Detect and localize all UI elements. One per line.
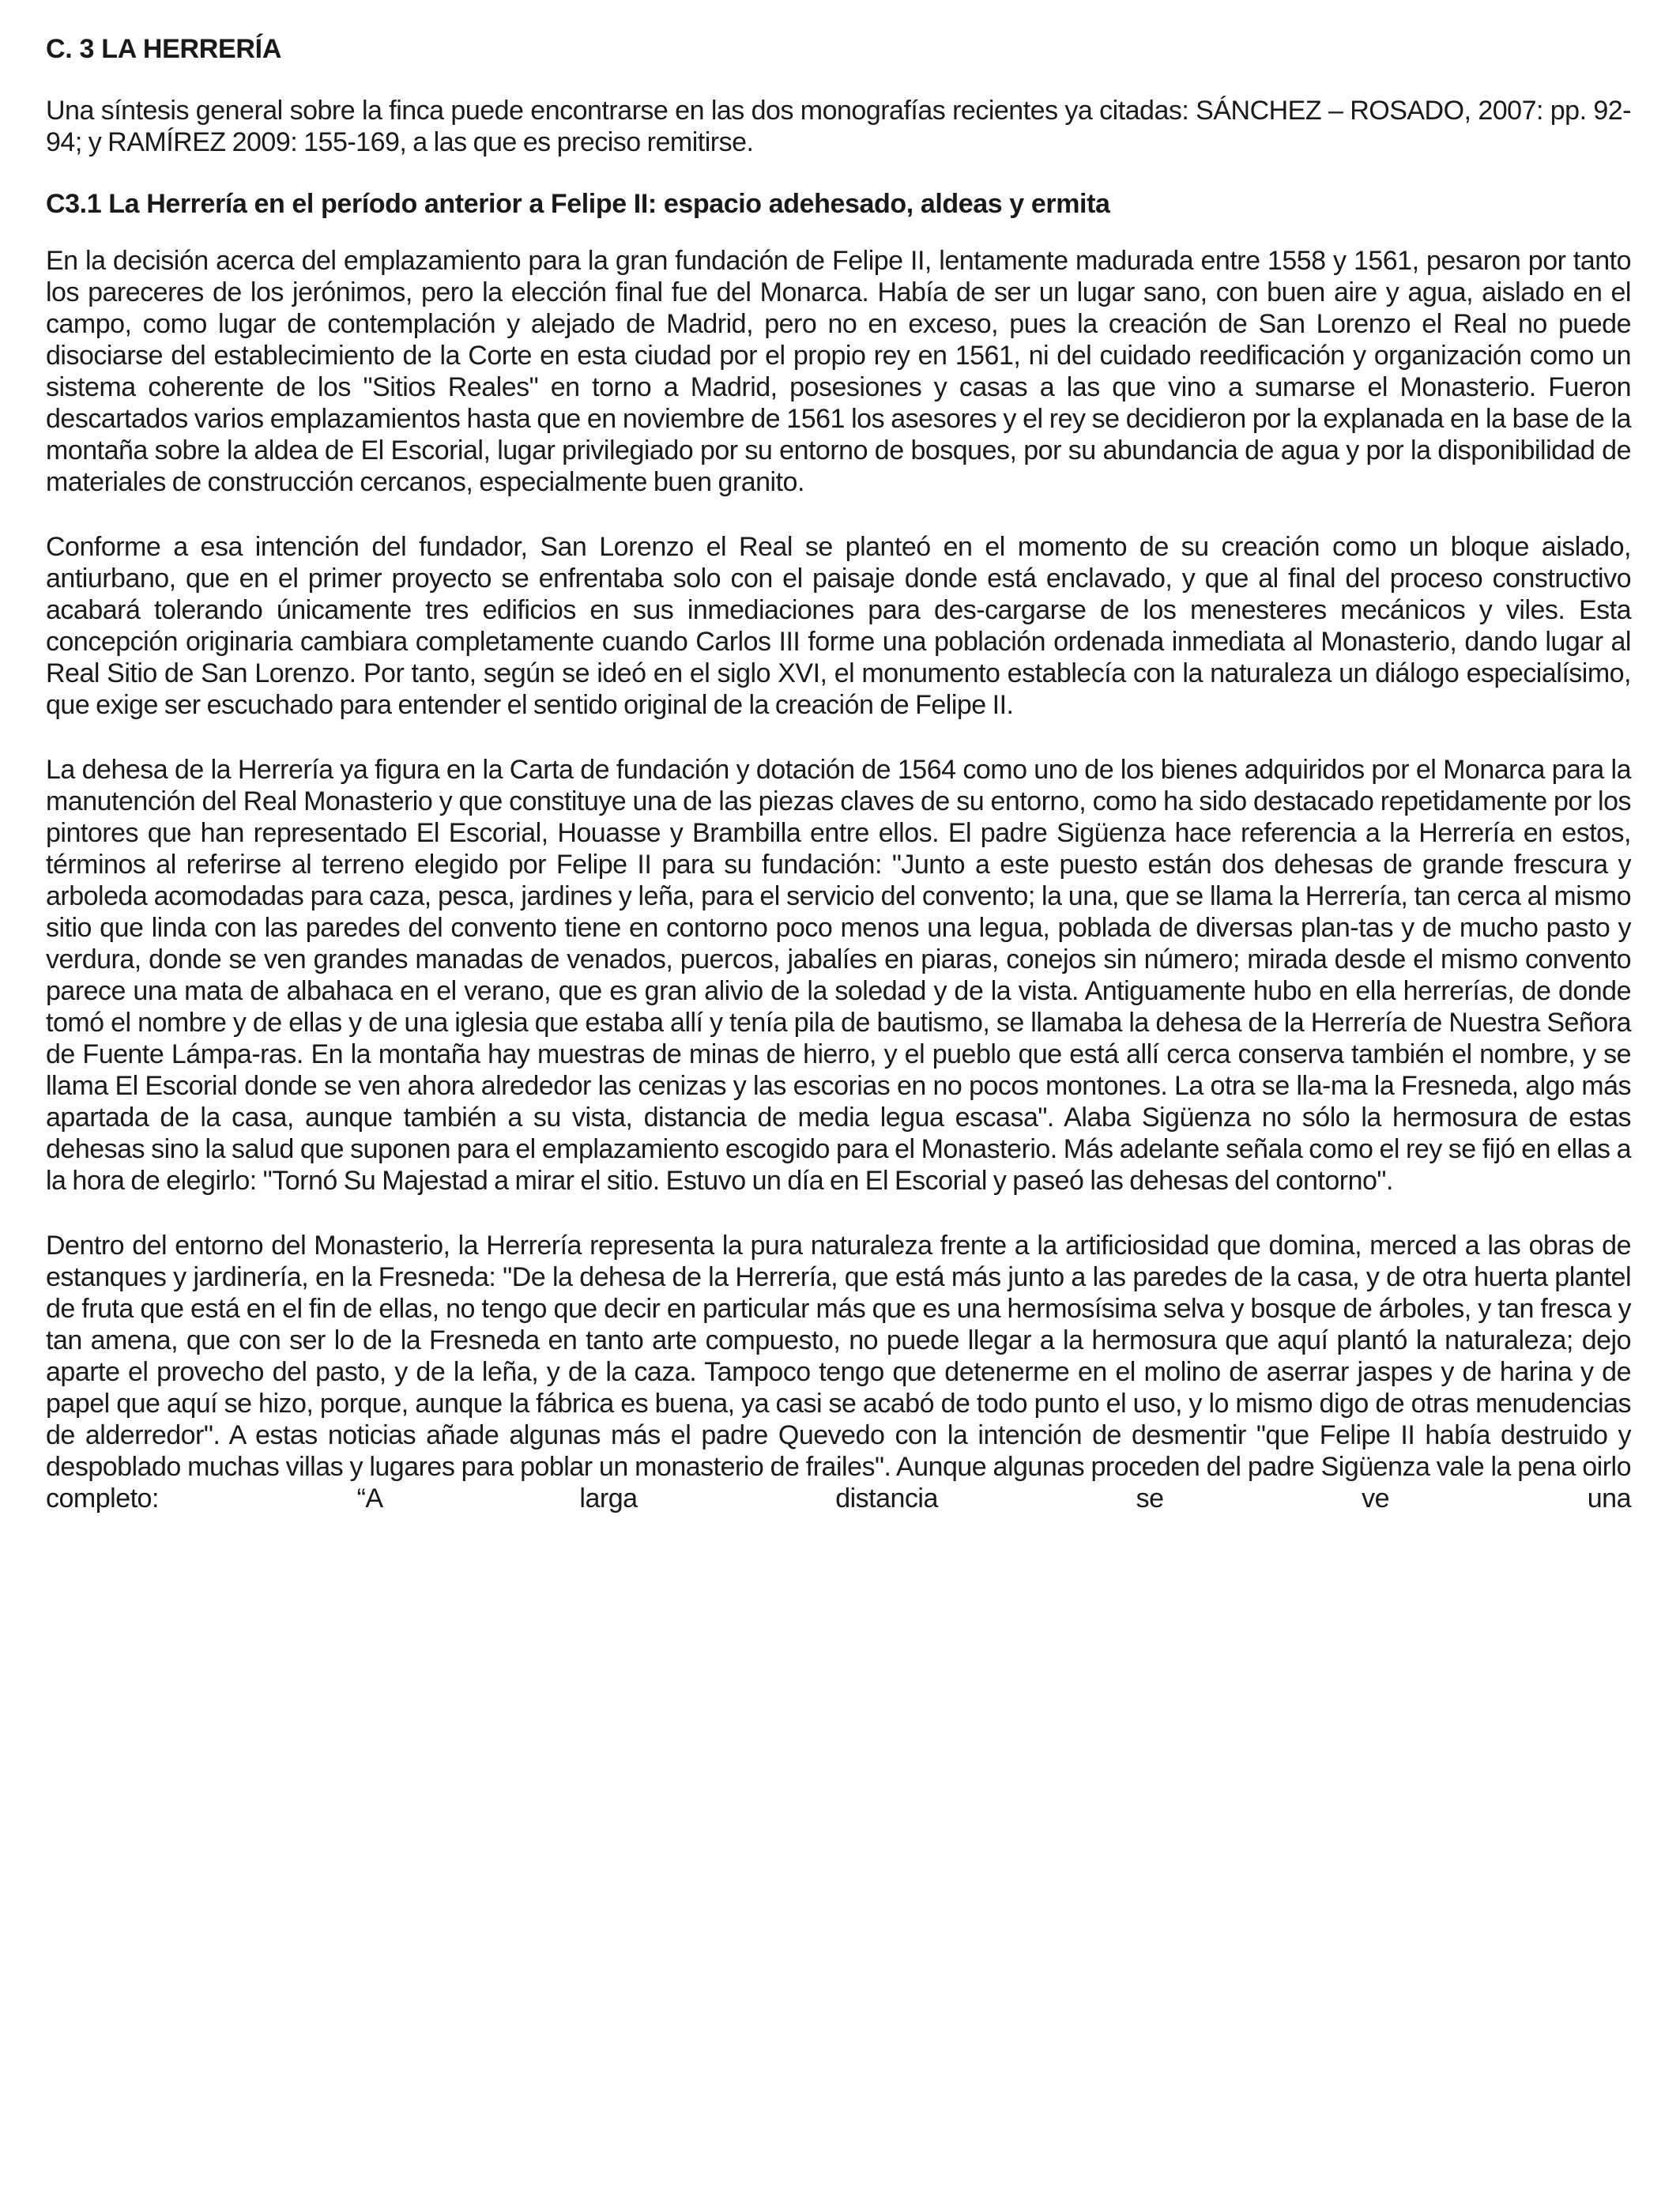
document-page [46, 32, 1631, 1514]
paragraph-entorno: Dentro del entorno del Monasterio, la Herrería representa la pura naturaleza frente a la artificiosidad que domina, merced a las obras de estanques y jardinería, en la Fresneda: "De la dehesa de la Herrería, que está más junto a las paredes de la casa, y de otra huerta plantel de fruta que está en el fin de ellas, no tengo que decir en particular más que es una hermosísima selva y bosque de árboles, y tan fresca y tan amena, que con ser lo de la Fresneda en tanto arte compuesto, no puede llegar a la hermosura que aquí plantó la naturaleza; dejo aparte el provecho del pasto, y de la leña, y de la caza. Tampoco tengo que detenerme en el molino de aserrar jaspes y de harina y de papel que aquí se hizo, porque, aunque la fábrica es buena, ya casi se acabó de todo punto el uso, y lo mismo digo de otras menudencias de alderredor". A estas noticias añade algunas más el padre Quevedo con la intención de desmentir "que Felipe II había destruido y despoblado muchas villas y lugares para poblar un monasterio de frailes". Aunque algunas proceden del padre Sigüenza vale la pena oirlo completo: “A larga distancia se ve una [46, 1231, 1631, 1514]
intro-paragraph: Una síntesis general sobre la finca puede encontrarse en las dos monografías recientes ya citadas: SÁNCHEZ – ROSADO, 2007: pp. 92-94; y RAMÍREZ 2009: 155-169, a las que es preciso remitirse. [46, 96, 1631, 157]
paragraph-dehesa: La dehesa de la Herrería ya figura en la Carta de fundación y dotación de 1564 como uno de los bienes adquiridos por el Monarca para la manutención del Real Monasterio y que constituye una de las piezas claves de su entorno, como ha sido destacado repetidamente por los pintores que han representado El Escorial, Houasse y Brambilla entre ellos. El padre Sigüenza hace referencia a la Herrería en estos, términos al referirse al terreno elegido por Felipe II para su fundación: "Junto a este puesto están dos dehesas de grande frescura y arboleda acomodadas para caza, pesca, jardines y leña, para el servicio del convento; la una, que se llama la Herrería, tan cerca al mismo sitio que linda con las paredes del convento tiene en contorno poco menos una legua, poblada de diversas plan-tas y de mucho pasto y verdura, donde se ven grandes manadas de venados, puercos, jabalíes en piaras, conejos sin número; mirada desde el mismo convento parece una mata de albahaca en el verano, que es gran alivio de la soledad y de la vista. Antiguamente hubo en ella herrerías, de donde tomó el nombre y de ellas y de una iglesia que estaba allí y tenía pila de bautismo, se llamaba la dehesa de la Herrería de Nuestra Señora de Fuente Lámpa-ras. En la montaña hay muestras de minas de hierro, y el pueblo que está allí cerca conserva también el nombre, y se llama El Escorial donde se ven ahora alrededor las cenizas y las escorias en no pocos montones. La otra se lla-ma la Fresneda, algo más apartada de la casa, aunque también a su vista, distancia de media legua escasa". Alaba Sigüenza no sólo la hermosura de estas dehesas sino la salud que suponen para el emplazamiento escogido para el Monasterio. Más adelante señala como el rey se fijó en ellas a la hora de elegirlo: "Tornó Su Majestad a mirar el sitio. Estuvo un día en El Escorial y paseó las dehesas del contorno". [46, 755, 1631, 1196]
paragraph-fundador: Conforme a esa intención del fundador, San Lorenzo el Real se planteó en el momento de su creación como un bloque aislado, antiurbano, que en el primer proyecto se enfrentaba solo con el paisaje donde está enclavado, y que al final del proceso constructivo acabará tolerando únicamente tres edificios en sus inmediaciones para des-cargarse de los menesteres mecánicos y viles. Esta concepción originaria cambiara completamente cuando Carlos III forme una población ordenada inmediata al Monasterio, dando lugar al Real Sitio de San Lorenzo. Por tanto, según se ideó en el siglo XVI, el monumento establecía con la naturaleza un diálogo especialísimo, que exige ser escuchado para entender el sentido original de la creación de Felipe II. [46, 532, 1631, 720]
paragraph-emplazamiento: En la decisión acerca del emplazamiento para la gran fundación de Felipe II, lentamente madurada entre 1558 y 1561, pesaron por tanto los pareceres de los jerónimos, pero la elección final fue del Monarca. Había de ser un lugar sano, con buen aire y agua, aislado en el campo, como lugar de contemplación y alejado de Madrid, pero no en exceso, pues la creación de San Lorenzo el Real no puede disociarse del establecimiento de la Corte en esta ciudad por el propio rey en 1561, ni del cuidado reedificación y organización como un sistema coherente de los "Sitios Reales" en torno a Madrid, posesiones y casas a las que vino a sumarse el Monasterio. Fueron descartados varios emplazamientos hasta que en noviembre de 1561 los asesores y el rey se decidieron por la explanada en la base de la montaña sobre la aldea de El Escorial, lugar privilegiado por su entorno de bosques, por su abundancia de agua y por la disponibilidad de materiales de construcción cercanos, especialmente buen granito. [46, 246, 1631, 497]
section-title: C. 3 LA HERRERÍA [46, 34, 282, 64]
subsection-title: C3.1 La Herrería en el período anterior a Felipe II: espacio adehesado, aldeas y ermita [46, 189, 1110, 219]
